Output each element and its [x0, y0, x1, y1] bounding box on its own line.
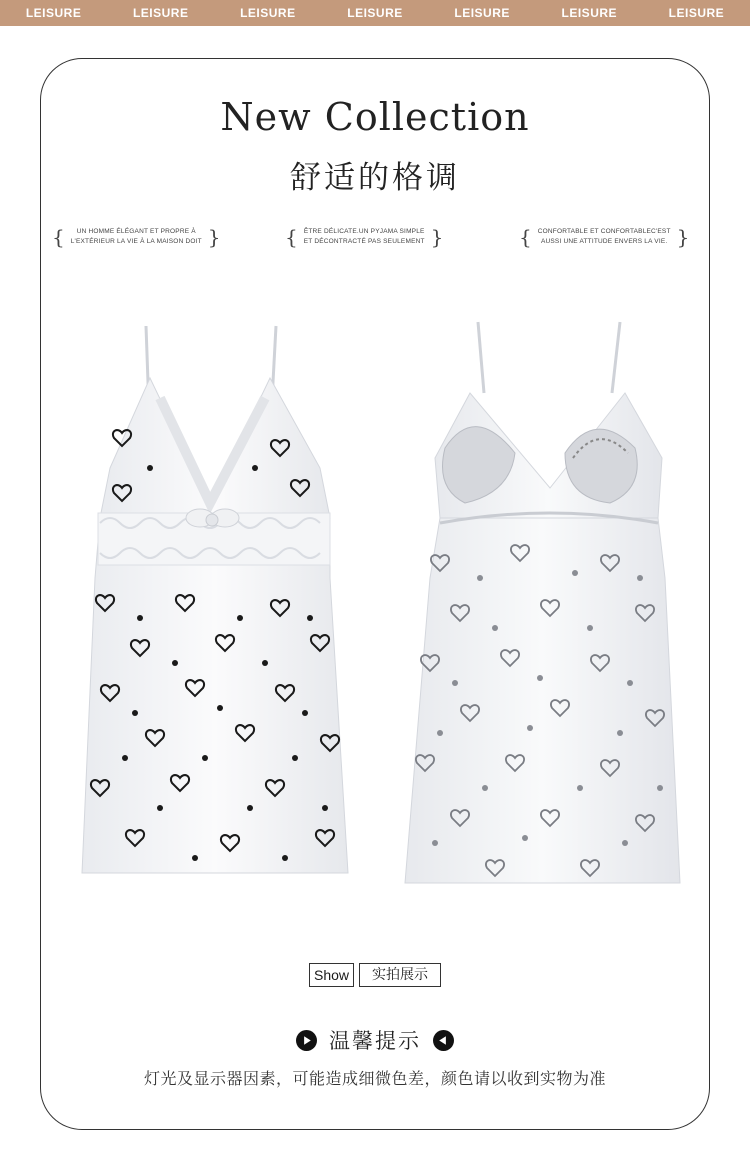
show-label-chinese: 实拍展示	[359, 963, 441, 987]
tip-heading-row	[0, 1025, 750, 1055]
brace-open: {	[52, 225, 65, 249]
banner-word: LEISURE	[25, 6, 82, 20]
quote-line: ET DÉCONTRACTÉ PAS SEULEMENT	[303, 238, 425, 245]
dress-front-image	[80, 318, 350, 883]
quote-block-2	[285, 222, 443, 252]
banner-word: LEISURE	[132, 6, 189, 20]
show-label-english: Show	[309, 963, 354, 987]
quote-line: UN HOMME ÉLÉGANT ET PROPRE À	[76, 228, 196, 235]
banner-word: LEISURE	[454, 6, 510, 20]
quote-text	[538, 227, 671, 247]
quote-line: L'EXTÉRIEUR LA VIE À LA MAISON DOIT	[70, 238, 202, 245]
banner-word: LEISURE	[561, 6, 618, 20]
top-banner	[0, 0, 750, 26]
show-label-row	[0, 963, 750, 987]
dress-inside-image	[400, 318, 690, 888]
quote-block-1	[52, 222, 221, 252]
quote-line: CONFORTABLE ET CONFORTABLEC'EST	[537, 228, 671, 235]
quote-text	[304, 227, 425, 247]
brace-open: {	[519, 225, 532, 249]
color-disclaimer: 灯光及显示器因素，可能造成细微色差，颜色请以收到实物为准	[143, 1069, 606, 1088]
collection-subtitle: 舒适的格调	[290, 160, 460, 196]
quote-block-3	[519, 222, 689, 252]
brace-close: }	[430, 225, 444, 249]
brace-close: }	[676, 225, 690, 249]
banner-word: LEISURE	[347, 6, 403, 20]
quote-line: ÊTRE DÉLICATE.UN PYJAMA SIMPLE	[303, 228, 425, 235]
banner-word: LEISURE	[668, 6, 725, 20]
collection-title: New Collection	[220, 95, 530, 139]
brace-close: }	[207, 225, 221, 249]
quote-line: AUSSI UNE ATTITUDE ENVERS LA VIE.	[540, 238, 668, 245]
play-left-icon	[433, 1030, 454, 1051]
banner-word: LEISURE	[240, 6, 296, 20]
brace-open: {	[285, 225, 298, 249]
tip-title: 温馨提示	[329, 1029, 421, 1053]
play-right-icon	[296, 1030, 317, 1051]
quote-text	[71, 227, 202, 247]
